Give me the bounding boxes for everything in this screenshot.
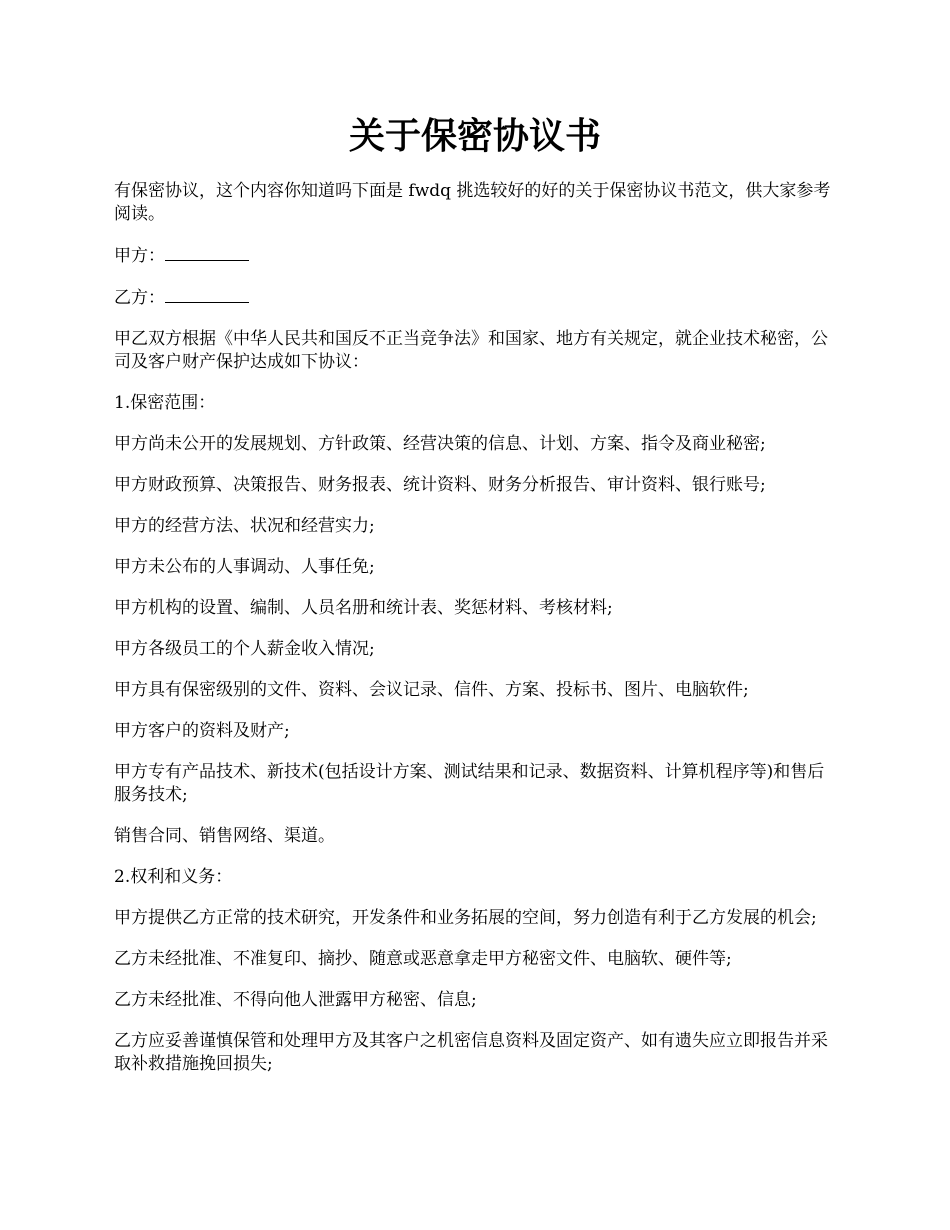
section-2-item: 乙方未经批准、不得向他人泄露甲方秘密、信息; bbox=[114, 990, 477, 1010]
section-2-item: 乙方未经批准、不准复印、摘抄、随意或恶意拿走甲方秘密文件、电脑软、硬件等; bbox=[114, 949, 732, 969]
section-2-heading: 2.权利和义务： bbox=[114, 867, 233, 887]
section-1-item: 销售合同、销售网络、渠道。 bbox=[114, 826, 335, 846]
document-body bbox=[114, 180, 840, 1094]
party-b-blank bbox=[165, 286, 249, 303]
section-1-heading: 1.保密范围： bbox=[114, 393, 216, 413]
section-1-item: 甲方专有产品技术、新技术(包括设计方案、测试结果和记录、数据资料、计算机程序等)和售后服务技术; bbox=[114, 762, 825, 805]
party-b-line bbox=[114, 286, 840, 310]
section-2-item: 乙方应妥善谨慎保管和处理甲方及其客户之机密信息资料及固定资产、如有遗失应立即报告并采取补救措施挽回损失; bbox=[114, 1031, 828, 1074]
party-a-blank bbox=[165, 244, 249, 261]
section-1-item: 甲方尚未公开的发展规划、方针政策、经营决策的信息、计划、方案、指令及商业秘密; bbox=[114, 434, 766, 454]
section-1-item: 甲方客户的资料及财产; bbox=[114, 721, 290, 741]
intro-paragraph: 有保密协议，这个内容你知道吗下面是 fwdq 挑选较好的好的关于保密协议书范文，供大家参考阅读。 bbox=[114, 181, 831, 224]
party-a-line bbox=[114, 244, 840, 268]
section-1-item: 甲方机构的设置、编制、人员名册和统计表、奖惩材料、考核材料; bbox=[114, 598, 613, 618]
section-1-item: 甲方未公布的人事调动、人事任免; bbox=[114, 557, 375, 577]
party-a-label: 甲方： bbox=[114, 246, 165, 266]
section-1-item: 甲方各级员工的个人薪金收入情况; bbox=[114, 639, 375, 659]
section-1-item: 甲方财政预算、决策报告、财务报表、统计资料、财务分析报告、审计资料、银行账号; bbox=[114, 475, 766, 495]
preamble-paragraph: 甲乙双方根据《中华人民共和国反不正当竞争法》和国家、地方有关规定，就企业技术秘密，公司及客户财产保护达成如下协议： bbox=[114, 329, 828, 372]
document-title: 关于保密协议书 bbox=[348, 115, 601, 157]
party-b-label: 乙方： bbox=[114, 288, 165, 308]
section-1-item: 甲方的经营方法、状况和经营实力; bbox=[114, 516, 375, 536]
section-1-item: 甲方具有保密级别的文件、资料、会议记录、信件、方案、投标书、图片、电脑软件; bbox=[114, 680, 749, 700]
section-2-item: 甲方提供乙方正常的技术研究，开发条件和业务拓展的空间，努力创造有利于乙方发展的机会; bbox=[114, 908, 817, 928]
